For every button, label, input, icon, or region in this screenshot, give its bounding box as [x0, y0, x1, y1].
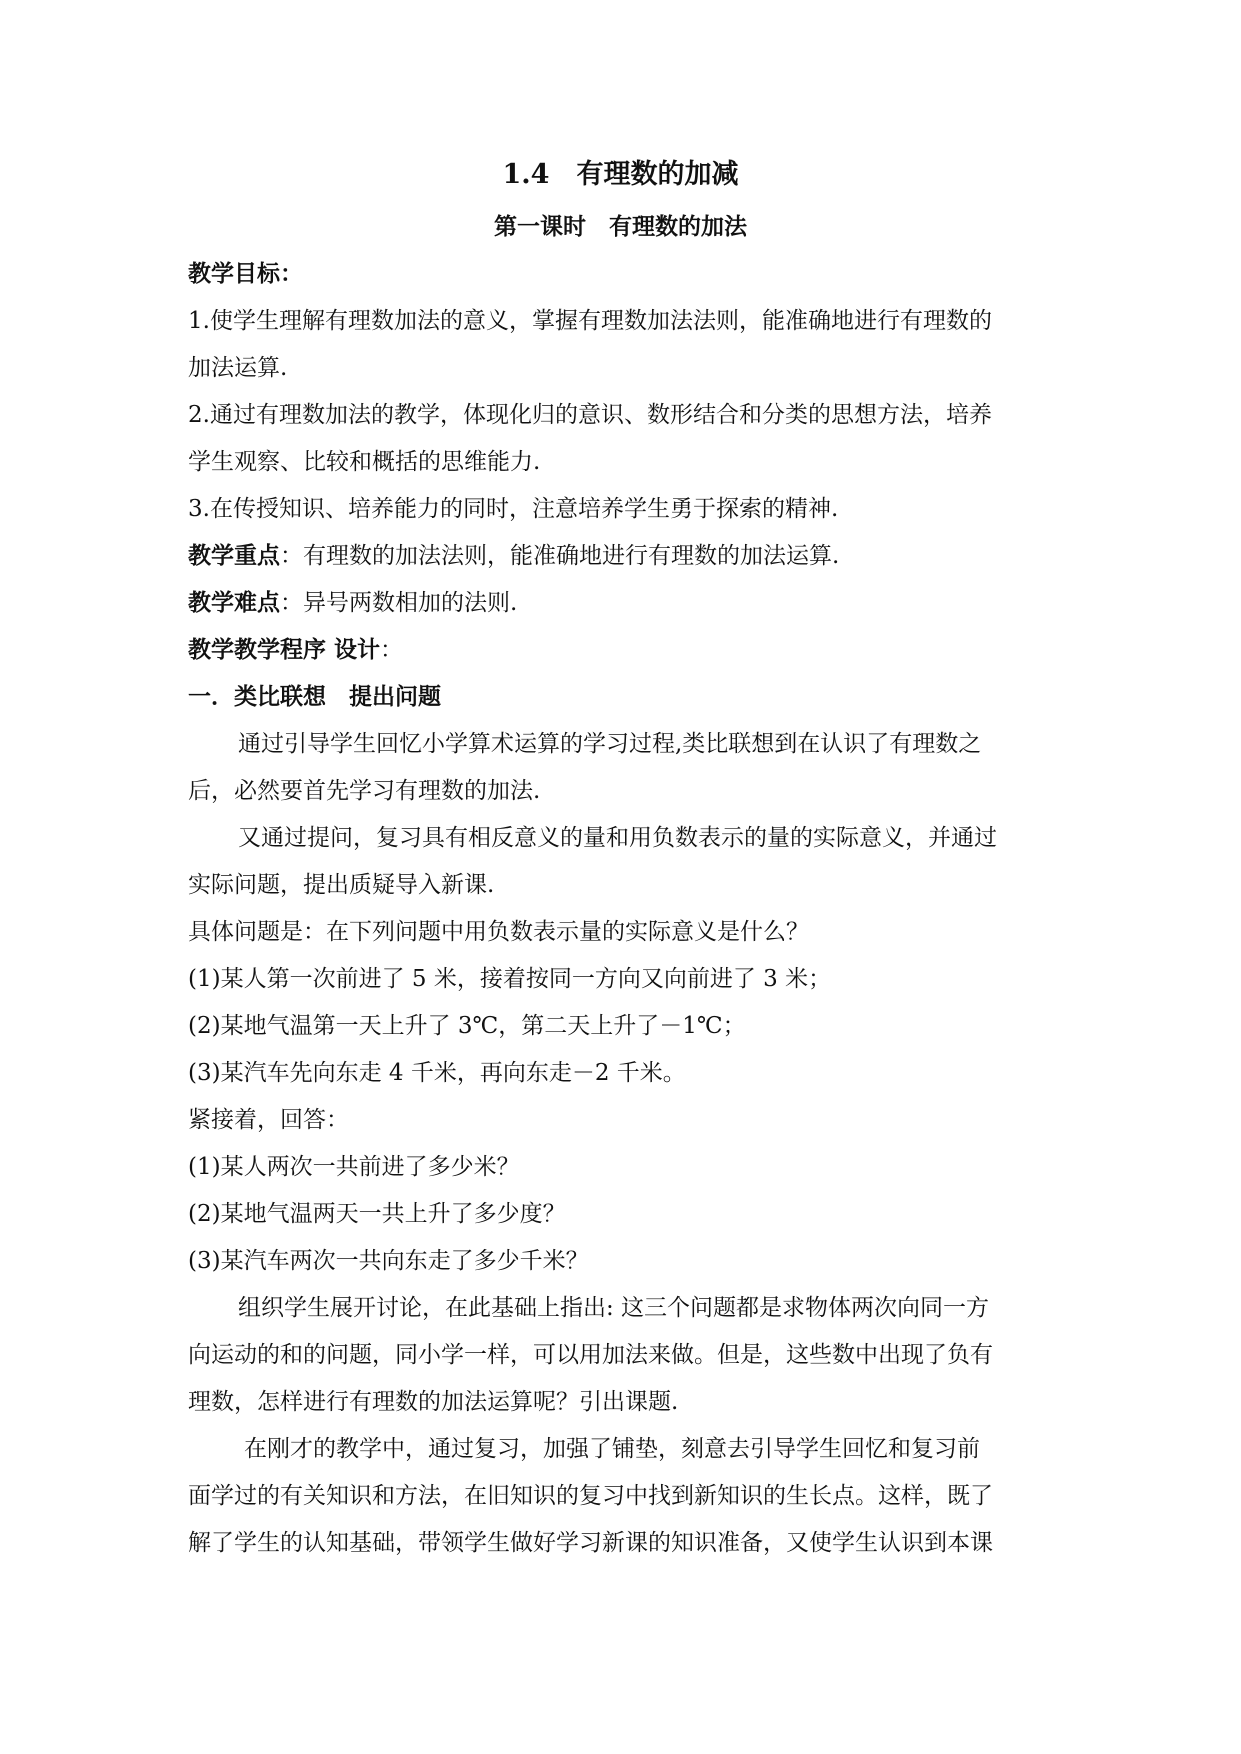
page-title: 1.4 有理数的加减 [502, 159, 739, 190]
paragraph-1-line-1: 通过引导学生回忆小学算术运算的学习过程,类比联想到在认识了有理数之 [238, 731, 982, 757]
key-points [188, 540, 1068, 572]
objectives-heading: 教学目标： [188, 260, 303, 287]
objective-1-line-1: 1.使学生理解有理数加法的意义，掌握有理数加法法则，能准确地进行有理数的 [188, 308, 992, 334]
paragraph-3-line-1: 组织学生展开讨论，在此基础上指出: 这三个问题都是求物体两次向同一方 [238, 1295, 990, 1321]
answer-question-1: (1)某人两次一共前进了多少米？ [188, 1154, 520, 1180]
paragraph-4-line-1: 在刚才的教学中，通过复习，加强了铺垫，刻意去引导学生回忆和复习前 [244, 1436, 980, 1462]
key-points-text: ：有理数的加法法则，能准确地进行有理数的加法运算. [280, 543, 840, 569]
answer-question-3: (3)某汽车两次一共向东走了多少千米？ [188, 1248, 589, 1274]
difficult-points-text: ：异号两数相加的法则. [280, 590, 518, 616]
question-intro: 具体问题是：在下列问题中用负数表示量的实际意义是什么？ [188, 919, 809, 945]
key-points-label: 教学重点 [188, 542, 280, 569]
procedure-label: 教学教学程序 设计 [188, 636, 381, 663]
answer-question-2: (2)某地气温两天一共上升了多少度？ [188, 1201, 566, 1227]
question-3: (3)某汽车先向东走 4 千米，再向东走－2 千米。 [188, 1060, 686, 1086]
paragraph-2-line-2: 实际问题，提出质疑导入新课. [188, 872, 495, 898]
procedure-colon: ： [380, 637, 404, 663]
paragraph-3-line-2: 向运动的和的问题，同小学一样，可以用加法来做。但是，这些数中出现了负有 [188, 1342, 993, 1368]
paragraph-4-line-3: 解了学生的认知基础，带领学生做好学习新课的知识准备，又使学生认识到本课 [188, 1530, 993, 1556]
objective-3: 3.在传授知识、培养能力的同时，注意培养学生勇于探索的精神. [188, 496, 839, 522]
paragraph-1-line-2: 后，必然要首先学习有理数的加法. [188, 778, 541, 804]
page-subtitle: 第一课时 有理数的加法 [494, 213, 747, 240]
objective-2-line-1: 2.通过有理数加法的教学，体现化归的意识、数形结合和分类的思想方法，培养 [188, 402, 992, 428]
answer-intro: 紧接着，回答： [188, 1107, 349, 1133]
paragraph-3-line-3: 理数，怎样进行有理数的加法运算呢？引出课题. [188, 1389, 679, 1415]
question-1: (1)某人第一次前进了 5 米，接着按同一方向又向前进了 3 米； [188, 966, 832, 992]
difficult-points [188, 587, 1068, 619]
objective-1-line-2: 加法运算. [188, 355, 288, 381]
question-2: (2)某地气温第一天上升了 3℃，第二天上升了－1℃； [188, 1013, 746, 1039]
difficult-points-label: 教学难点 [188, 589, 280, 616]
objective-2-line-2: 学生观察、比较和概括的思维能力. [188, 449, 541, 475]
procedure-heading [188, 634, 1068, 666]
section-1-heading: 一．类比联想 提出问题 [188, 683, 441, 710]
paragraph-2-line-1: 又通过提问，复习具有相反意义的量和用负数表示的量的实际意义，并通过 [238, 825, 997, 851]
paragraph-4-line-2: 面学过的有关知识和方法，在旧知识的复习中找到新知识的生长点。这样，既了 [188, 1483, 993, 1509]
